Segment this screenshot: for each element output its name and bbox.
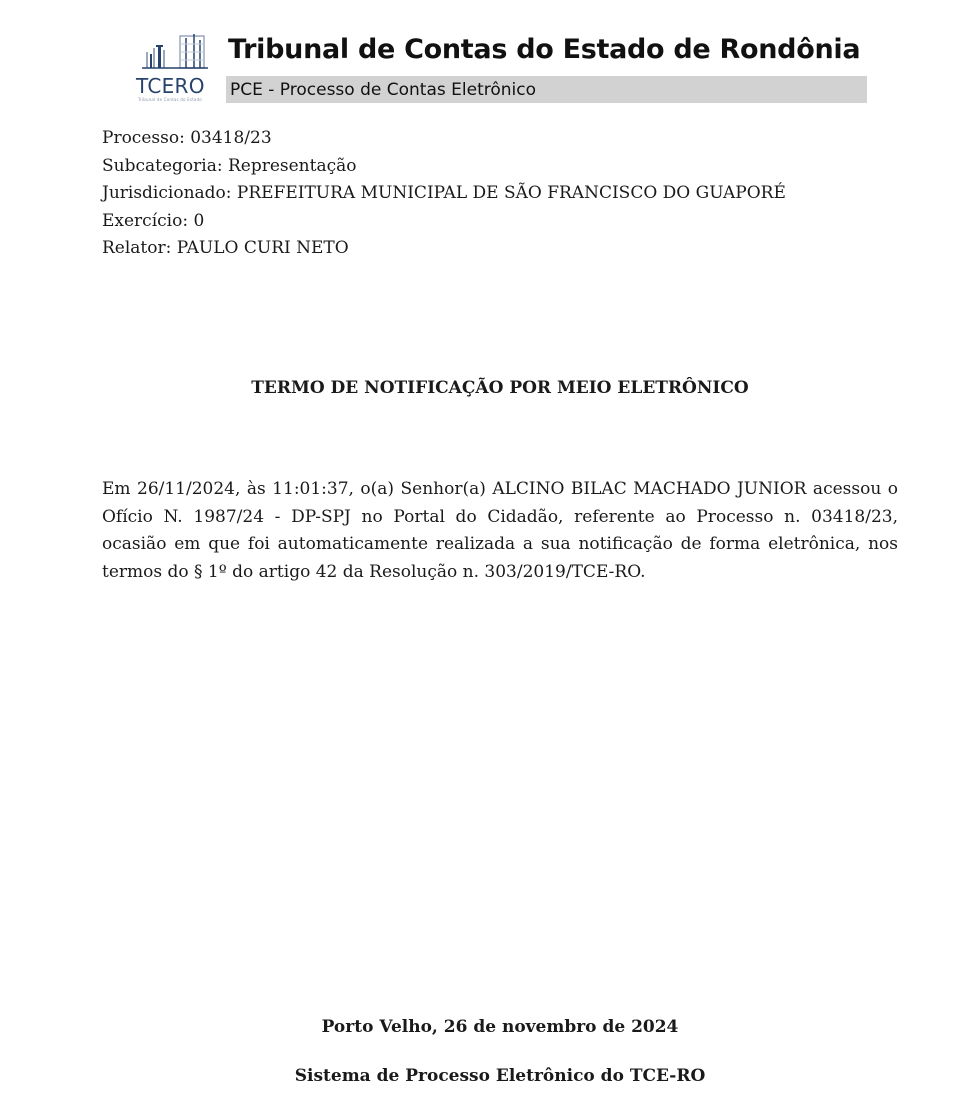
document-title: TERMO DE NOTIFICAÇÃO POR MEIO ELETRÔNICO [251,378,749,398]
logo-tagline: Tribunal de Contas do Estado [138,97,202,102]
notification-body: Em 26/11/2024, às 11:01:37, o(a) Senhor(a) ALCINO BILAC MACHADO JUNIOR acessou o Ofício N. 1987/24 - DP-SPJ no Portal do Cidadão, referente ao Processo n. 03418/23, ocasião em que foi automaticamente realizada a sua notificação de forma eletrônica, nos termos do § 1º do artigo 42 da Resolução n. 303/2019/TCE-RO. [102,479,898,582]
process-number: Processo: 03418/23 [102,128,272,148]
fiscal-year: Exercício: 0 [102,210,205,231]
system-title: PCE - Processo de Contas Eletrônico [230,80,536,100]
subcategory: Subcategoria: Representação [102,155,357,176]
tcero-logo [134,30,218,104]
building-columns-icon [134,30,218,74]
document-header [134,30,874,110]
jurisdiction: Jurisdicionado: PREFEITURA MUNICIPAL DE SÃO FRANCISCO DO GUAPORÉ [102,183,786,203]
system-title-bar [226,76,867,103]
rapporteur: Relator: PAULO CURI NETO [102,238,349,258]
system-signature: Sistema de Processo Eletrônico do TCE-RO [294,1066,706,1086]
org-title: Tribunal de Contas do Estado de Rondônia [228,34,861,65]
process-metadata [102,125,786,263]
place-and-date: Porto Velho, 26 de novembro de 2024 [321,1017,679,1037]
logo-wordmark: TCERO [136,74,205,98]
